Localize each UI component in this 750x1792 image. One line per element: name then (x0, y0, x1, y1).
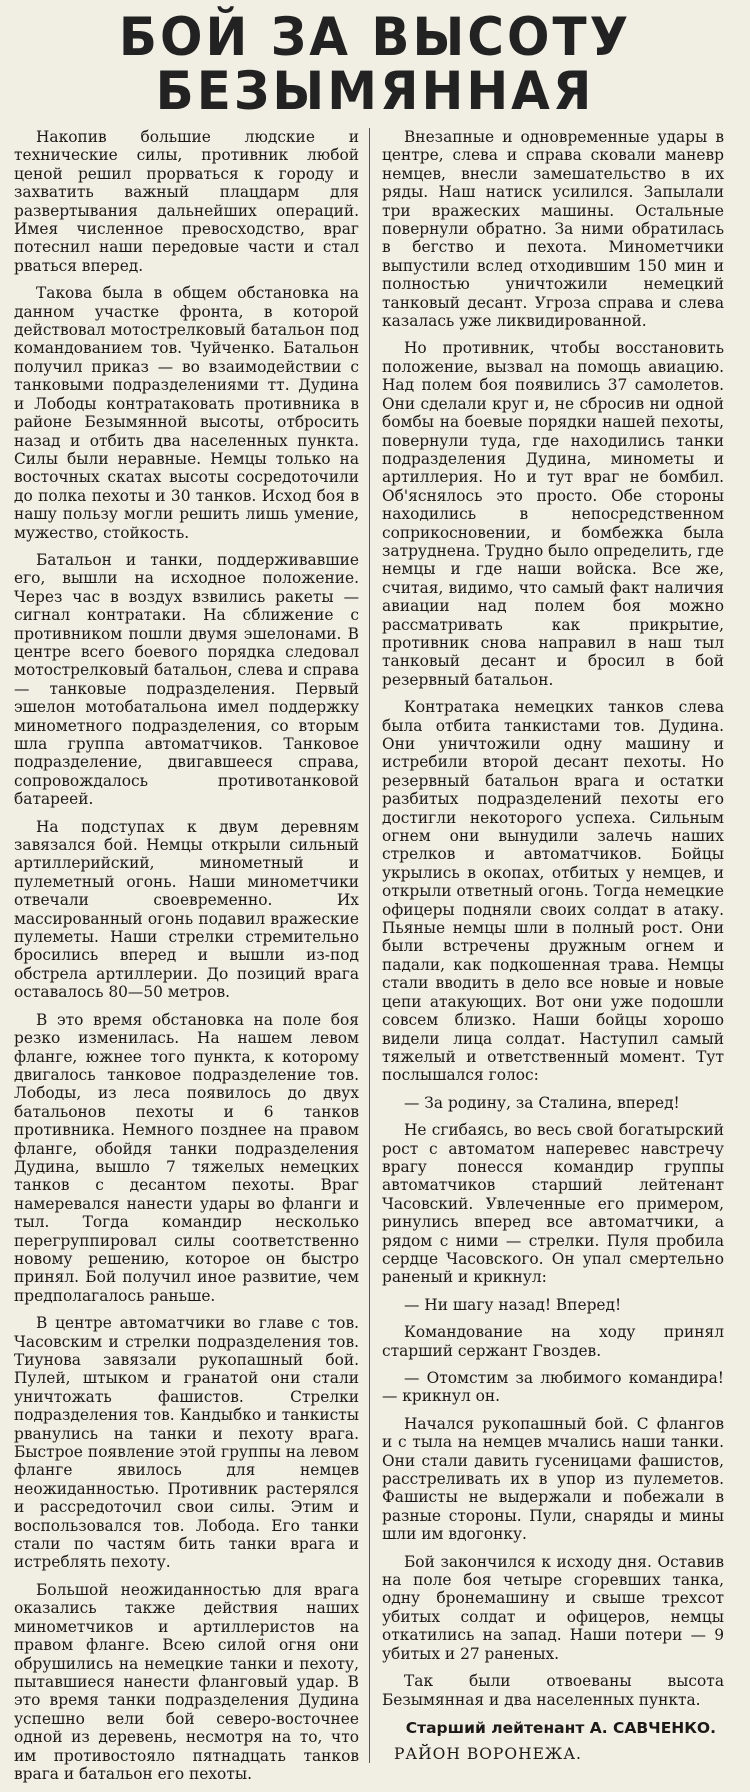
headline (14, 0, 736, 128)
paragraph: Но противник, чтобы восстановить положение, вызвал на помощь авиацию. Над полем боя появились 37 самолетов. Они сделали круг и, не сбросив ни одной бомбы на боевые порядки нашей пехоты, повернули туда, где находились танки подразделения Дудина, минометы и артиллерия. Но и тут враг не бомбил. Об'яснялось это просто. Обе стороны находились в непосредственном соприкосновении, и бомбежка была затруднена. Трудно было определить, где немцы и где наши войска. Все же, считая, видимо, что самый факт наличия авиации над полем боя можно рассматривать как прикрытие, противник снова направил в наш тыл танковый десант и бросил в бой резервный батальон. (382, 339, 724, 689)
dialogue-line: — Ни шагу назад! Вперед! (404, 1295, 622, 1314)
paragraph: В это время обстановка на поле боя резко изменилась. На нашем левом фланге, южнее того пункта, к которому двигалось танковое подразделение тов. Лободы, из леса появилось до двух батальонов пехоты и 6 танков противника. Немного позднее на правом фланге, обойдя танки подразделения Дудина, вышло 7 тяжелых немецких танков с десантом пехоты. Враг намеревался нанести удары во фланги и тыл. Тогда командир несколько перегруппировал силы соответственно новому решению, которое он быстро принял. Бой получил иное развитие, чем предполагалось раньше. (14, 1010, 359, 1305)
paragraph: На подступах к двум деревням завязался бой. Немцы открыли сильный артиллерийский, минометный и пулеметный огонь. Наши минометчики отвечали своевременно. Их массированный огонь подавил вражеские пулеметы. Наши стрелки стремительно бросились вперед и вышли из-под обстрела артиллерии. До позиций врага оставалось 80—50 метров. (14, 817, 359, 1002)
dateline-location: РАЙОН ВОРОНЕЖА. (394, 1744, 582, 1763)
paragraph: В центре автоматчики во главе с тов. Часовским и стрелки подразделения тов. Тиунова завязали рукопашный бой. Пулей, штыком и гранатой они стали уничтожать фашистов. Стрелки подразделения тов. Кандыбко и танкисты рванулись на танки и пехоту врага. Быстрое появление этой группы на левом фланге явилось для немцев неожиданностью. Противник растерялся и рассредоточил свои силы. Этим и воспользовался тов. Лобода. Его танки стали по частям бить танки врага и истреблять пехоту. (14, 1314, 359, 1572)
paragraph: Внезапные и одновременные удары в центре, слева и справа сковали маневр немцев, внесли замешательство в их ряды. Наш натиск усилился. Запылали три вражеских машины. Остальные повернули обратно. За ними обратилась в бегство и пехота. Минометчики выпустили вслед отходившим 150 мин и полностью уничтожили немецкий танковый десант. Угроза справа и слева казалась уже ликвидированной. (382, 128, 724, 331)
headline-line-2: БЕЗЫМЯННАЯ (155, 60, 595, 122)
article-body (14, 128, 736, 1792)
paragraph: Такова была в общем обстановка на данном участке фронта, в которой действовал мотострелковый батальон под командованием тов. Чуйченко. Батальон получил приказ — во взаимодействии с танковыми подразделениями тт. Дудина и Лободы контратаковать противника в районе Безымянной высоты, отбросить назад и отбить два населенных пункта. Силы были неравные. Немцы только на восточных скатах высоты сосредоточили до полка пехоты и 30 танков. Исход боя в нашу пользу могли решить лишь умение, мужество, стойкость. (14, 284, 359, 542)
paragraph: Бой закончился к исходу дня. Оставив на поле боя четыре сгоревших танка, одну бронемашину и свыше трехсот убитых солдат и офицеров, немцы откатились на запад. Наши потери — 9 убитых и 27 раненых. (382, 1552, 724, 1663)
paragraph: Накопив большие людские и технические силы, противник любой ценой решил прорваться к городу и захватить важный плацдарм для развертывания дальнейших операций. Имея численное превосходство, враг потеснил наши передовые части и стал рваться вперед. (14, 128, 359, 275)
left-column (14, 128, 369, 1792)
paragraph: Командование на ходу принял старший сержант Гвоздев. (382, 1323, 724, 1360)
author-signature: Старший лейтенант А. САВЧЕНКО. (405, 1718, 716, 1737)
paragraph: Контратака немецких танков слева была отбита танкистами тов. Дудина. Они уничтожили одну машину и истребили второй десант пехоты. Но резервный батальон врага и остатки разбитых подразделений пехоты его достигли некоторого успеха. Сильным огнем они вынудили залечь наших стрелков и автоматчиков. Бойцы укрылись в окопах, отбитых у немцев, и открыли ответный огонь. Тогда немецкие офицеры подняли своих солдат в атаку. Пьяные немцы шли в полный рост. Они были встречены дружным огнем и падали, как подкошенная трава. Немцы стали вводить в дело все новые и новые цепи атакующих. Вот они уже подошли совсем близко. Наши бойцы хорошо видели лица солдат. Наступил самый тяжелый и ответственный момент. Тут послышался голос: (382, 698, 724, 1085)
paragraph: Батальон и танки, поддерживавшие его, вышли на исходное положение. Через час в воздух взвились ракеты — сигнал контратаки. На сближение с противником пошли двумя эшелонами. В центре всего боевого порядка следовал мотострелковый батальон, слева и справа — танковые подразделения. Первый эшелон мотобатальона имел поддержку минометного подразделения, со вторым шла группа автоматчиков. Танковое подразделение, двигавшееся справа, сопровождалось противотанковой батареей. (14, 550, 359, 809)
paragraph: Большой неожиданностью для врага оказались также действия наших минометчиков и артиллеристов на правом фланге. Всею силой огня они обрушились на немецкие танки и пехоту, пытавшиеся нанести фланговый удар. В это время танки подразделения Дудина успешно вели бой северо-восточнее одной из деревень, несмотря на то, что им противостояло пятнадцать танков врага и батальон его пехоты. (14, 1580, 359, 1783)
headline-line-1: БОЙ ЗА ВЫСОТУ (118, 6, 632, 68)
dialogue-line: — Отомстим за любимого командира! — крикнул он. (382, 1369, 724, 1406)
paragraph: Начался рукопашный бой. С флангов и с тыла на немцев мчались наши танки. Они стали давить гусеницами фашистов, расстреливать их в упор из пулеметов. Фашисты не выдержали и побежали в разные стороны. Пули, снаряды и мины шли им вдогонку. (382, 1414, 724, 1544)
paragraph: Не сгибаясь, во весь свой богатырский рост с автоматом наперевес навстречу врагу понесся командир группы автоматчиков старший лейтенант Часовский. Увлеченные его примером, ринулись вперед все автоматчики, а рядом с ними — стрелки. Пуля пробила сердце Часовского. Он упал смертельно раненый и крикнул: (382, 1121, 724, 1287)
right-column (369, 128, 724, 1763)
dialogue-line: — За родину, за Сталина, вперед! (404, 1093, 680, 1112)
paragraph: Так были отвоеваны высота Безымянная и два населенных пункта. (382, 1672, 724, 1709)
